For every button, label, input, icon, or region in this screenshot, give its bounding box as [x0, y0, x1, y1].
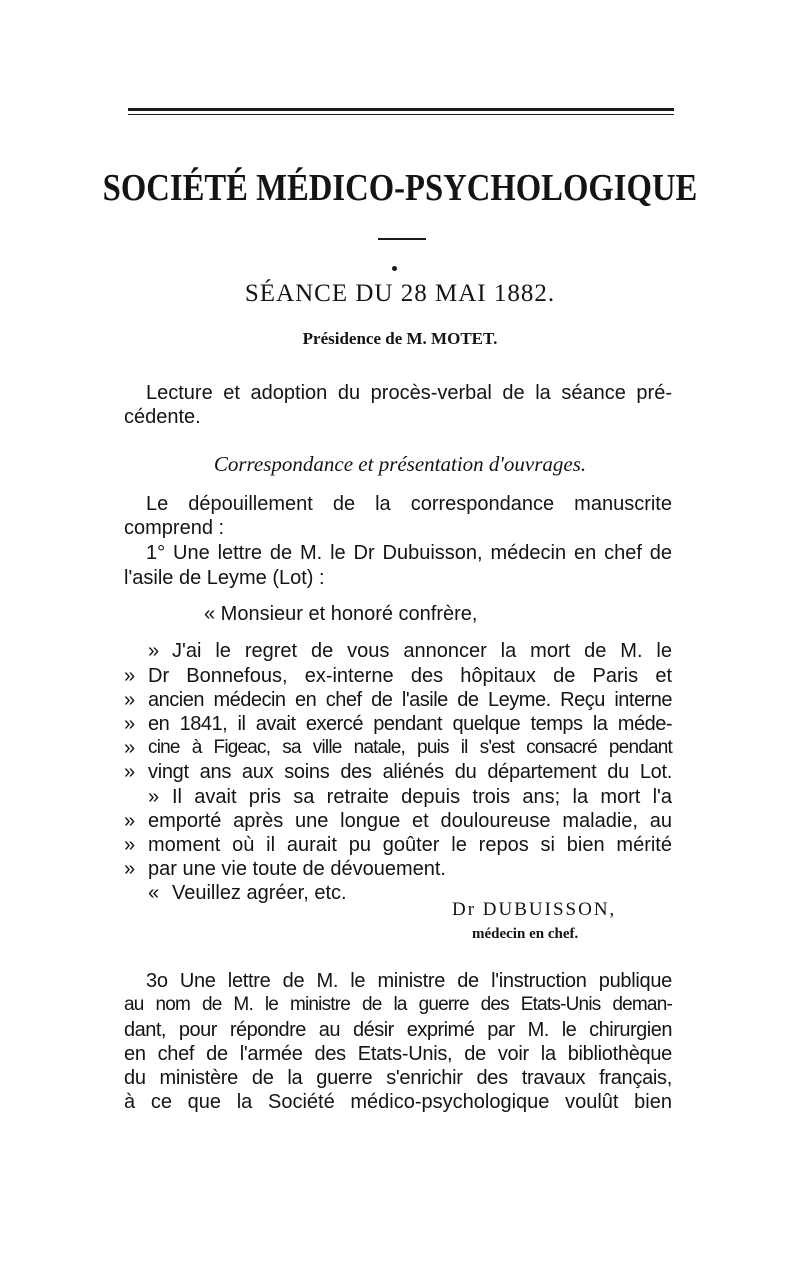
item3-line-6: à ce que la Société médico-psychologique voulût bien [124, 1091, 672, 1113]
letter-line-7: Il avait pris sa retraite depuis trois ans; la mort l'a [172, 786, 672, 808]
quote-mark: » [124, 665, 136, 687]
item3-line-1: 3o Une lettre de M. le ministre de l'instruction publique [146, 970, 672, 992]
letter-line-8: emporté après une longue et douloureuse maladie, au [148, 810, 672, 832]
lecture-line-1: Lecture et adoption du procès-verbal de la séance pré- [146, 382, 672, 404]
seance-heading: SÉANCE DU 28 MAI 1882. [244, 280, 556, 307]
quote-mark: » [124, 810, 136, 832]
letter-line-10: par une vie toute de dévouement. [148, 858, 446, 880]
item1-line-2: l'asile de Leyme (Lot) : [124, 567, 325, 589]
letter-line-4: en 1841, il avait exercé pendant quelque temps la méde- [148, 713, 672, 735]
section-heading: Correspondance et présentation d'ouvrages. [213, 452, 587, 476]
page-title: SOCIÉTÉ MÉDICO-PSYCHOLOGIQUE [102, 167, 698, 209]
intro-line-2: comprend : [124, 517, 225, 539]
letter-line-6: vingt ans aux soins des aliénés du département du Lot. [148, 761, 672, 783]
quote-mark: » [148, 786, 160, 808]
lecture-line-2: cédente. [124, 406, 201, 428]
title-divider [378, 238, 426, 240]
quote-mark: » [124, 858, 136, 880]
item1-line-1: 1° Une lettre de M. le Dr Dubuisson, médecin en chef de [146, 542, 672, 564]
presidence-line: Présidence de M. MOTET. [302, 329, 498, 348]
quote-mark: » [124, 713, 136, 735]
quote-mark: » [124, 761, 136, 783]
letter-line-11: Veuillez agréer, etc. [172, 882, 347, 904]
letter-line-2: Dr Bonnefous, ex-interne des hôpitaux de Paris et [148, 665, 672, 687]
letter-line-9: moment où il aurait pu goûter le repos si bien mérité [148, 834, 672, 856]
quote-mark: » [148, 640, 160, 662]
ornament-dot [392, 266, 397, 271]
item3-line-3: dant, pour répondre au désir exprimé par M. le chirurgien [124, 1019, 672, 1041]
letter-line-3: ancien médecin en chef de l'asile de Leyme. Reçu interne [148, 689, 672, 711]
quote-mark: « [148, 882, 160, 904]
letter-line-1: J'ai le regret de vous annoncer la mort de M. le [172, 640, 672, 662]
top-double-rule [128, 108, 674, 111]
quote-mark: » [124, 737, 136, 759]
quote-mark: » [124, 834, 136, 856]
quote-mark: » [124, 689, 136, 711]
item3-line-2: au nom de M. le ministre de la guerre des Etats-Unis deman- [124, 994, 672, 1015]
letter-salutation: « Monsieur et honoré confrère, [204, 603, 478, 625]
item3-line-5: du ministère de la guerre s'enrichir des travaux français, [124, 1067, 672, 1089]
signature-name: Dr DUBUISSON, [452, 899, 617, 920]
letter-line-5: cine à Figeac, sa ville natale, puis il s'est consacré pendant [148, 737, 672, 758]
item3-line-4: en chef de l'armée des Etats-Unis, de voir la bibliothèque [124, 1043, 672, 1065]
intro-line-1: Le dépouillement de la correspondance manuscrite [146, 493, 672, 515]
signature-role: médecin en chef. [472, 926, 579, 942]
